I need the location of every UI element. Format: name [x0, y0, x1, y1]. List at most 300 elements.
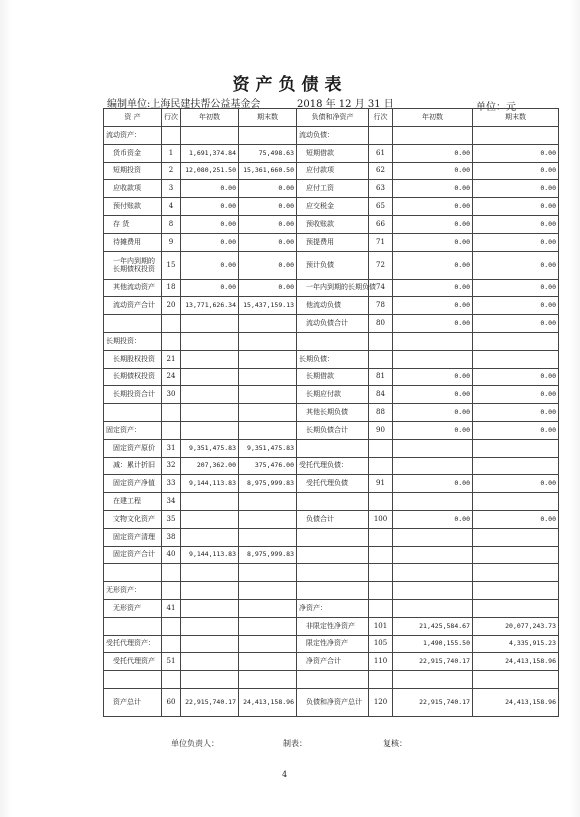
liability-end-value: 0.00 [473, 421, 559, 439]
page-number: 4 [282, 770, 288, 779]
liability-end-value: 0.00 [473, 315, 559, 333]
asset-rank: 2 [162, 162, 181, 180]
liability-begin-value: 0.00 [393, 279, 473, 297]
asset-end-value: 15,437,159.13 [239, 297, 297, 315]
asset-begin-value [181, 493, 239, 511]
table-row [104, 475, 559, 493]
table-row [104, 564, 559, 582]
asset-begin-value [181, 510, 239, 528]
asset-end-value [239, 404, 297, 422]
liability-rank: 61 [369, 144, 393, 162]
liability-name: 其他长期负债 [297, 404, 369, 422]
liability-begin-value: 22,915,740.17 [393, 688, 473, 716]
asset-rank: 8 [162, 215, 181, 233]
liability-rank [369, 564, 393, 582]
liability-rank: 105 [369, 635, 393, 653]
table-row [104, 180, 559, 198]
asset-name: 流动资产合计 [104, 297, 162, 315]
asset-rank [162, 564, 181, 582]
asset-name: 资产总计 [104, 688, 162, 716]
asset-name [104, 617, 162, 635]
liability-rank: 88 [369, 404, 393, 422]
liability-name [297, 671, 369, 689]
asset-end-value: 0.00 [239, 198, 297, 216]
liability-end-value: 4,335,915.23 [473, 635, 559, 653]
col-header-begin-2: 年初数 [393, 109, 473, 127]
asset-end-value: 0.00 [239, 279, 297, 297]
liability-end-value: 0.00 [473, 233, 559, 251]
table-row [104, 198, 559, 216]
asset-end-value [239, 671, 297, 689]
footer-principal: 单位负责人： [171, 739, 219, 748]
asset-begin-value: 0.00 [181, 251, 239, 279]
liability-begin-value: 22,915,740.17 [393, 653, 473, 671]
liability-begin-value: 0.00 [393, 144, 473, 162]
asset-rank [162, 127, 181, 145]
asset-name: 长期债权投资 [104, 368, 162, 386]
asset-begin-value [181, 368, 239, 386]
asset-rank: 32 [162, 457, 181, 475]
liability-end-value: 0.00 [473, 279, 559, 297]
table-row [104, 493, 559, 511]
liability-end-value [473, 546, 559, 564]
asset-begin-value: 0.00 [181, 198, 239, 216]
liability-name: 短期借款 [297, 144, 369, 162]
liability-name [297, 439, 369, 457]
liability-end-value: 20,077,243.73 [473, 617, 559, 635]
table-row [104, 386, 559, 404]
asset-name [104, 404, 162, 422]
asset-end-value [239, 386, 297, 404]
liability-rank: 63 [369, 180, 393, 198]
liability-name: 受托代理负债 [297, 475, 369, 493]
liability-rank [369, 350, 393, 368]
table-row [104, 617, 559, 635]
liability-name: 受托代理负债： [297, 457, 369, 475]
table-row [104, 233, 559, 251]
asset-end-value [239, 635, 297, 653]
liability-begin-value: 0.00 [393, 198, 473, 216]
liability-end-value [473, 671, 559, 689]
liability-end-value: 0.00 [473, 180, 559, 198]
table-row [104, 582, 559, 600]
liability-name: 长期负债合计 [297, 421, 369, 439]
asset-rank: 20 [162, 297, 181, 315]
asset-rank: 51 [162, 653, 181, 671]
asset-rank: 21 [162, 350, 181, 368]
liability-name: 应付款项 [297, 162, 369, 180]
table-row [104, 599, 559, 617]
liability-end-value: 0.00 [473, 404, 559, 422]
liability-rank [369, 439, 393, 457]
table-row [104, 350, 559, 368]
asset-begin-value: 9,144,113.83 [181, 546, 239, 564]
asset-begin-value [181, 617, 239, 635]
asset-name: 固定资产清理 [104, 528, 162, 546]
currency-unit: 单位：元 [476, 102, 516, 113]
liability-end-value [473, 127, 559, 145]
liability-end-value [473, 528, 559, 546]
table-row [104, 457, 559, 475]
liability-end-value [473, 582, 559, 600]
liability-rank: 71 [369, 233, 393, 251]
table-row [104, 368, 559, 386]
liability-rank: 91 [369, 475, 393, 493]
footer-preparer: 制表： [283, 739, 307, 748]
table-row [104, 215, 559, 233]
asset-rank [162, 421, 181, 439]
liability-begin-value [393, 332, 473, 350]
liability-rank: 80 [369, 315, 393, 333]
asset-end-value: 0.00 [239, 180, 297, 198]
col-header-rank: 行次 [162, 109, 181, 127]
liability-name: 长期负债： [297, 350, 369, 368]
asset-name: 文物文化资产 [104, 510, 162, 528]
asset-rank [162, 332, 181, 350]
asset-begin-value [181, 404, 239, 422]
liability-end-value [473, 493, 559, 511]
liability-name: 净资产： [297, 599, 369, 617]
asset-begin-value [181, 528, 239, 546]
asset-rank: 60 [162, 688, 181, 716]
liability-rank: 78 [369, 297, 393, 315]
asset-name: 应收款项 [104, 180, 162, 198]
liability-begin-value: 0.00 [393, 510, 473, 528]
liability-begin-value: 0.00 [393, 475, 473, 493]
asset-rank [162, 582, 181, 600]
liability-rank [369, 457, 393, 475]
table-row [104, 297, 559, 315]
liability-name: 预计负债 [297, 251, 369, 279]
asset-end-value [239, 528, 297, 546]
liability-name: 应交税金 [297, 198, 369, 216]
liability-end-value [473, 564, 559, 582]
liability-name: 长期应付款 [297, 386, 369, 404]
liability-begin-value: 0.00 [393, 386, 473, 404]
liability-name: 应付工资 [297, 180, 369, 198]
asset-end-value [239, 315, 297, 333]
liability-name [297, 493, 369, 511]
asset-begin-value [181, 653, 239, 671]
liability-begin-value [393, 350, 473, 368]
liability-begin-value: 0.00 [393, 180, 473, 198]
liability-begin-value [393, 528, 473, 546]
footer-reviewer: 复核： [383, 739, 407, 748]
asset-end-value [239, 599, 297, 617]
liability-rank [369, 599, 393, 617]
liability-begin-value: 0.00 [393, 233, 473, 251]
asset-end-value [239, 368, 297, 386]
liability-name: 他流动负债 [297, 297, 369, 315]
col-header-end: 期末数 [239, 109, 297, 127]
asset-begin-value [181, 564, 239, 582]
asset-begin-value: 0.00 [181, 279, 239, 297]
liability-rank [369, 528, 393, 546]
liability-begin-value: 0.00 [393, 368, 473, 386]
liability-rank [369, 671, 393, 689]
asset-begin-value [181, 421, 239, 439]
liability-rank: 120 [369, 688, 393, 716]
asset-begin-value [181, 386, 239, 404]
table-row [104, 144, 559, 162]
asset-end-value [239, 617, 297, 635]
liability-rank: 62 [369, 162, 393, 180]
asset-end-value [239, 421, 297, 439]
asset-rank: 30 [162, 386, 181, 404]
asset-end-value [239, 564, 297, 582]
table-row [104, 671, 559, 689]
liability-begin-value [393, 546, 473, 564]
asset-name: 一年内到期的长期债权投资 [104, 251, 162, 279]
asset-name: 长期投资合计 [104, 386, 162, 404]
liability-begin-value: 0.00 [393, 404, 473, 422]
asset-rank: 4 [162, 198, 181, 216]
liability-begin-value: 0.00 [393, 421, 473, 439]
asset-name [104, 671, 162, 689]
asset-rank [162, 635, 181, 653]
asset-rank [162, 671, 181, 689]
liability-rank: 81 [369, 368, 393, 386]
liability-rank: 72 [369, 251, 393, 279]
table-row [104, 439, 559, 457]
asset-end-value: 9,351,475.83 [239, 439, 297, 457]
liability-name [297, 564, 369, 582]
table-row [104, 653, 559, 671]
table-row [104, 162, 559, 180]
liability-name [297, 546, 369, 564]
asset-begin-value: 0.00 [181, 215, 239, 233]
liability-name [297, 582, 369, 600]
liability-end-value: 0.00 [473, 198, 559, 216]
asset-name: 在建工程 [104, 493, 162, 511]
asset-name: 无形资产： [104, 582, 162, 600]
liability-name [297, 528, 369, 546]
asset-begin-value [181, 350, 239, 368]
asset-begin-value [181, 332, 239, 350]
liability-begin-value: 0.00 [393, 315, 473, 333]
liability-rank: 101 [369, 617, 393, 635]
table-row [104, 528, 559, 546]
table-row [104, 546, 559, 564]
report-date: 2018 年 12 月 31 日 [297, 99, 394, 110]
liability-end-value: 0.00 [473, 510, 559, 528]
asset-begin-value: 0.00 [181, 180, 239, 198]
liability-rank: 90 [369, 421, 393, 439]
asset-end-value [239, 653, 297, 671]
asset-end-value: 0.00 [239, 233, 297, 251]
liability-end-value: 0.00 [473, 162, 559, 180]
asset-name: 待摊费用 [104, 233, 162, 251]
asset-end-value: 0.00 [239, 251, 297, 279]
asset-rank [162, 617, 181, 635]
table-row [104, 510, 559, 528]
liability-end-value: 0.00 [473, 251, 559, 279]
liability-end-value: 0.00 [473, 144, 559, 162]
liability-name: 一年内到期的长期负债 [297, 279, 369, 297]
col-header-asset: 资 产 [104, 109, 162, 127]
liability-rank [369, 546, 393, 564]
asset-end-value [239, 350, 297, 368]
asset-name: 固定资产净值 [104, 475, 162, 493]
asset-begin-value [181, 315, 239, 333]
asset-name: 长期股权投资 [104, 350, 162, 368]
asset-rank: 18 [162, 279, 181, 297]
asset-rank: 24 [162, 368, 181, 386]
asset-rank: 1 [162, 144, 181, 162]
table-row [104, 315, 559, 333]
liability-begin-value: 1,490,155.50 [393, 635, 473, 653]
liability-end-value [473, 350, 559, 368]
asset-rank: 34 [162, 493, 181, 511]
asset-end-value [239, 127, 297, 145]
liability-begin-value: 21,425,584.67 [393, 617, 473, 635]
organization-label: 编制单位:上海民建扶帮公益基金会 [107, 99, 261, 110]
liability-rank [369, 332, 393, 350]
asset-begin-value [181, 635, 239, 653]
asset-rank: 31 [162, 439, 181, 457]
balance-sheet-table [103, 108, 559, 717]
liability-rank: 100 [369, 510, 393, 528]
liability-begin-value [393, 582, 473, 600]
liability-end-value: 0.00 [473, 297, 559, 315]
asset-name: 固定资产： [104, 421, 162, 439]
liability-end-value: 24,413,158.96 [473, 653, 559, 671]
liability-rank: 74 [369, 279, 393, 297]
asset-name: 流动资产： [104, 127, 162, 145]
liability-name [297, 332, 369, 350]
report-title: 资产负债表 [232, 75, 348, 95]
liability-begin-value: 0.00 [393, 251, 473, 279]
liability-end-value [473, 599, 559, 617]
liability-begin-value [393, 671, 473, 689]
asset-name: 受托代理资产 [104, 653, 162, 671]
liability-rank: 65 [369, 198, 393, 216]
table-row [104, 279, 559, 297]
asset-begin-value [181, 127, 239, 145]
table-row [104, 688, 559, 716]
asset-name: 长期投资： [104, 332, 162, 350]
liability-name: 净资产合计 [297, 653, 369, 671]
liability-end-value: 0.00 [473, 475, 559, 493]
asset-rank: 41 [162, 599, 181, 617]
liability-rank [369, 493, 393, 511]
table-row [104, 635, 559, 653]
asset-rank: 40 [162, 546, 181, 564]
asset-end-value [239, 582, 297, 600]
liability-rank: 110 [369, 653, 393, 671]
liability-name: 流动负债： [297, 127, 369, 145]
table-row [104, 332, 559, 350]
asset-end-value: 8,975,999.83 [239, 475, 297, 493]
asset-begin-value: 13,771,626.34 [181, 297, 239, 315]
liability-name: 非限定性净资产 [297, 617, 369, 635]
asset-end-value: 75,498.63 [239, 144, 297, 162]
liability-end-value: 0.00 [473, 386, 559, 404]
liability-begin-value: 0.00 [393, 162, 473, 180]
asset-name: 无形资产 [104, 599, 162, 617]
asset-end-value [239, 332, 297, 350]
liability-rank [369, 582, 393, 600]
liability-name: 负债合计 [297, 510, 369, 528]
col-header-liabilities: 负债和净资产 [297, 109, 369, 127]
asset-rank: 3 [162, 180, 181, 198]
liability-begin-value [393, 564, 473, 582]
liability-name: 负债和净资产总计 [297, 688, 369, 716]
liability-begin-value: 0.00 [393, 215, 473, 233]
asset-end-value: 0.00 [239, 215, 297, 233]
liability-begin-value [393, 127, 473, 145]
asset-end-value [239, 493, 297, 511]
liability-end-value: 0.00 [473, 215, 559, 233]
asset-name: 货币资金 [104, 144, 162, 162]
liability-end-value [473, 439, 559, 457]
asset-begin-value: 22,915,740.17 [181, 688, 239, 716]
asset-begin-value [181, 599, 239, 617]
asset-rank: 38 [162, 528, 181, 546]
liability-end-value [473, 332, 559, 350]
table-header-row [104, 109, 559, 127]
asset-rank [162, 315, 181, 333]
asset-rank: 9 [162, 233, 181, 251]
asset-name: 减：累计折旧 [104, 457, 162, 475]
asset-begin-value: 12,080,251.50 [181, 162, 239, 180]
liability-end-value: 0.00 [473, 368, 559, 386]
liability-rank: 84 [369, 386, 393, 404]
table-row [104, 127, 559, 145]
col-header-begin: 年初数 [181, 109, 239, 127]
liability-name: 限定性净资产 [297, 635, 369, 653]
liability-end-value [473, 457, 559, 475]
liability-name: 预收账款 [297, 215, 369, 233]
liability-rank: 66 [369, 215, 393, 233]
asset-begin-value [181, 582, 239, 600]
col-header-end-2: 期末数 [473, 109, 559, 127]
asset-rank [162, 404, 181, 422]
liability-name: 预提费用 [297, 233, 369, 251]
asset-rank: 33 [162, 475, 181, 493]
table-row [104, 404, 559, 422]
asset-name: 受托代理资产： [104, 635, 162, 653]
liability-begin-value [393, 493, 473, 511]
asset-rank: 15 [162, 251, 181, 279]
table-row [104, 421, 559, 439]
liability-begin-value [393, 457, 473, 475]
asset-end-value: 375,476.00 [239, 457, 297, 475]
asset-name: 固定资产原价 [104, 439, 162, 457]
asset-name: 短期投资 [104, 162, 162, 180]
asset-rank: 35 [162, 510, 181, 528]
table-row [104, 251, 559, 279]
asset-name: 固定资产合计 [104, 546, 162, 564]
asset-begin-value: 1,691,374.84 [181, 144, 239, 162]
asset-end-value: 8,975,999.83 [239, 546, 297, 564]
asset-name: 存 货 [104, 215, 162, 233]
asset-end-value [239, 510, 297, 528]
liability-begin-value: 0.00 [393, 297, 473, 315]
liability-end-value: 24,413,158.96 [473, 688, 559, 716]
asset-begin-value: 9,351,475.83 [181, 439, 239, 457]
asset-name: 预付账款 [104, 198, 162, 216]
asset-begin-value: 207,362.00 [181, 457, 239, 475]
liability-rank [369, 127, 393, 145]
liability-begin-value [393, 599, 473, 617]
asset-name [104, 315, 162, 333]
asset-name [104, 564, 162, 582]
col-header-rank-2: 行次 [369, 109, 393, 127]
asset-name: 其他流动资产 [104, 279, 162, 297]
liability-name: 长期借款 [297, 368, 369, 386]
liability-begin-value [393, 439, 473, 457]
